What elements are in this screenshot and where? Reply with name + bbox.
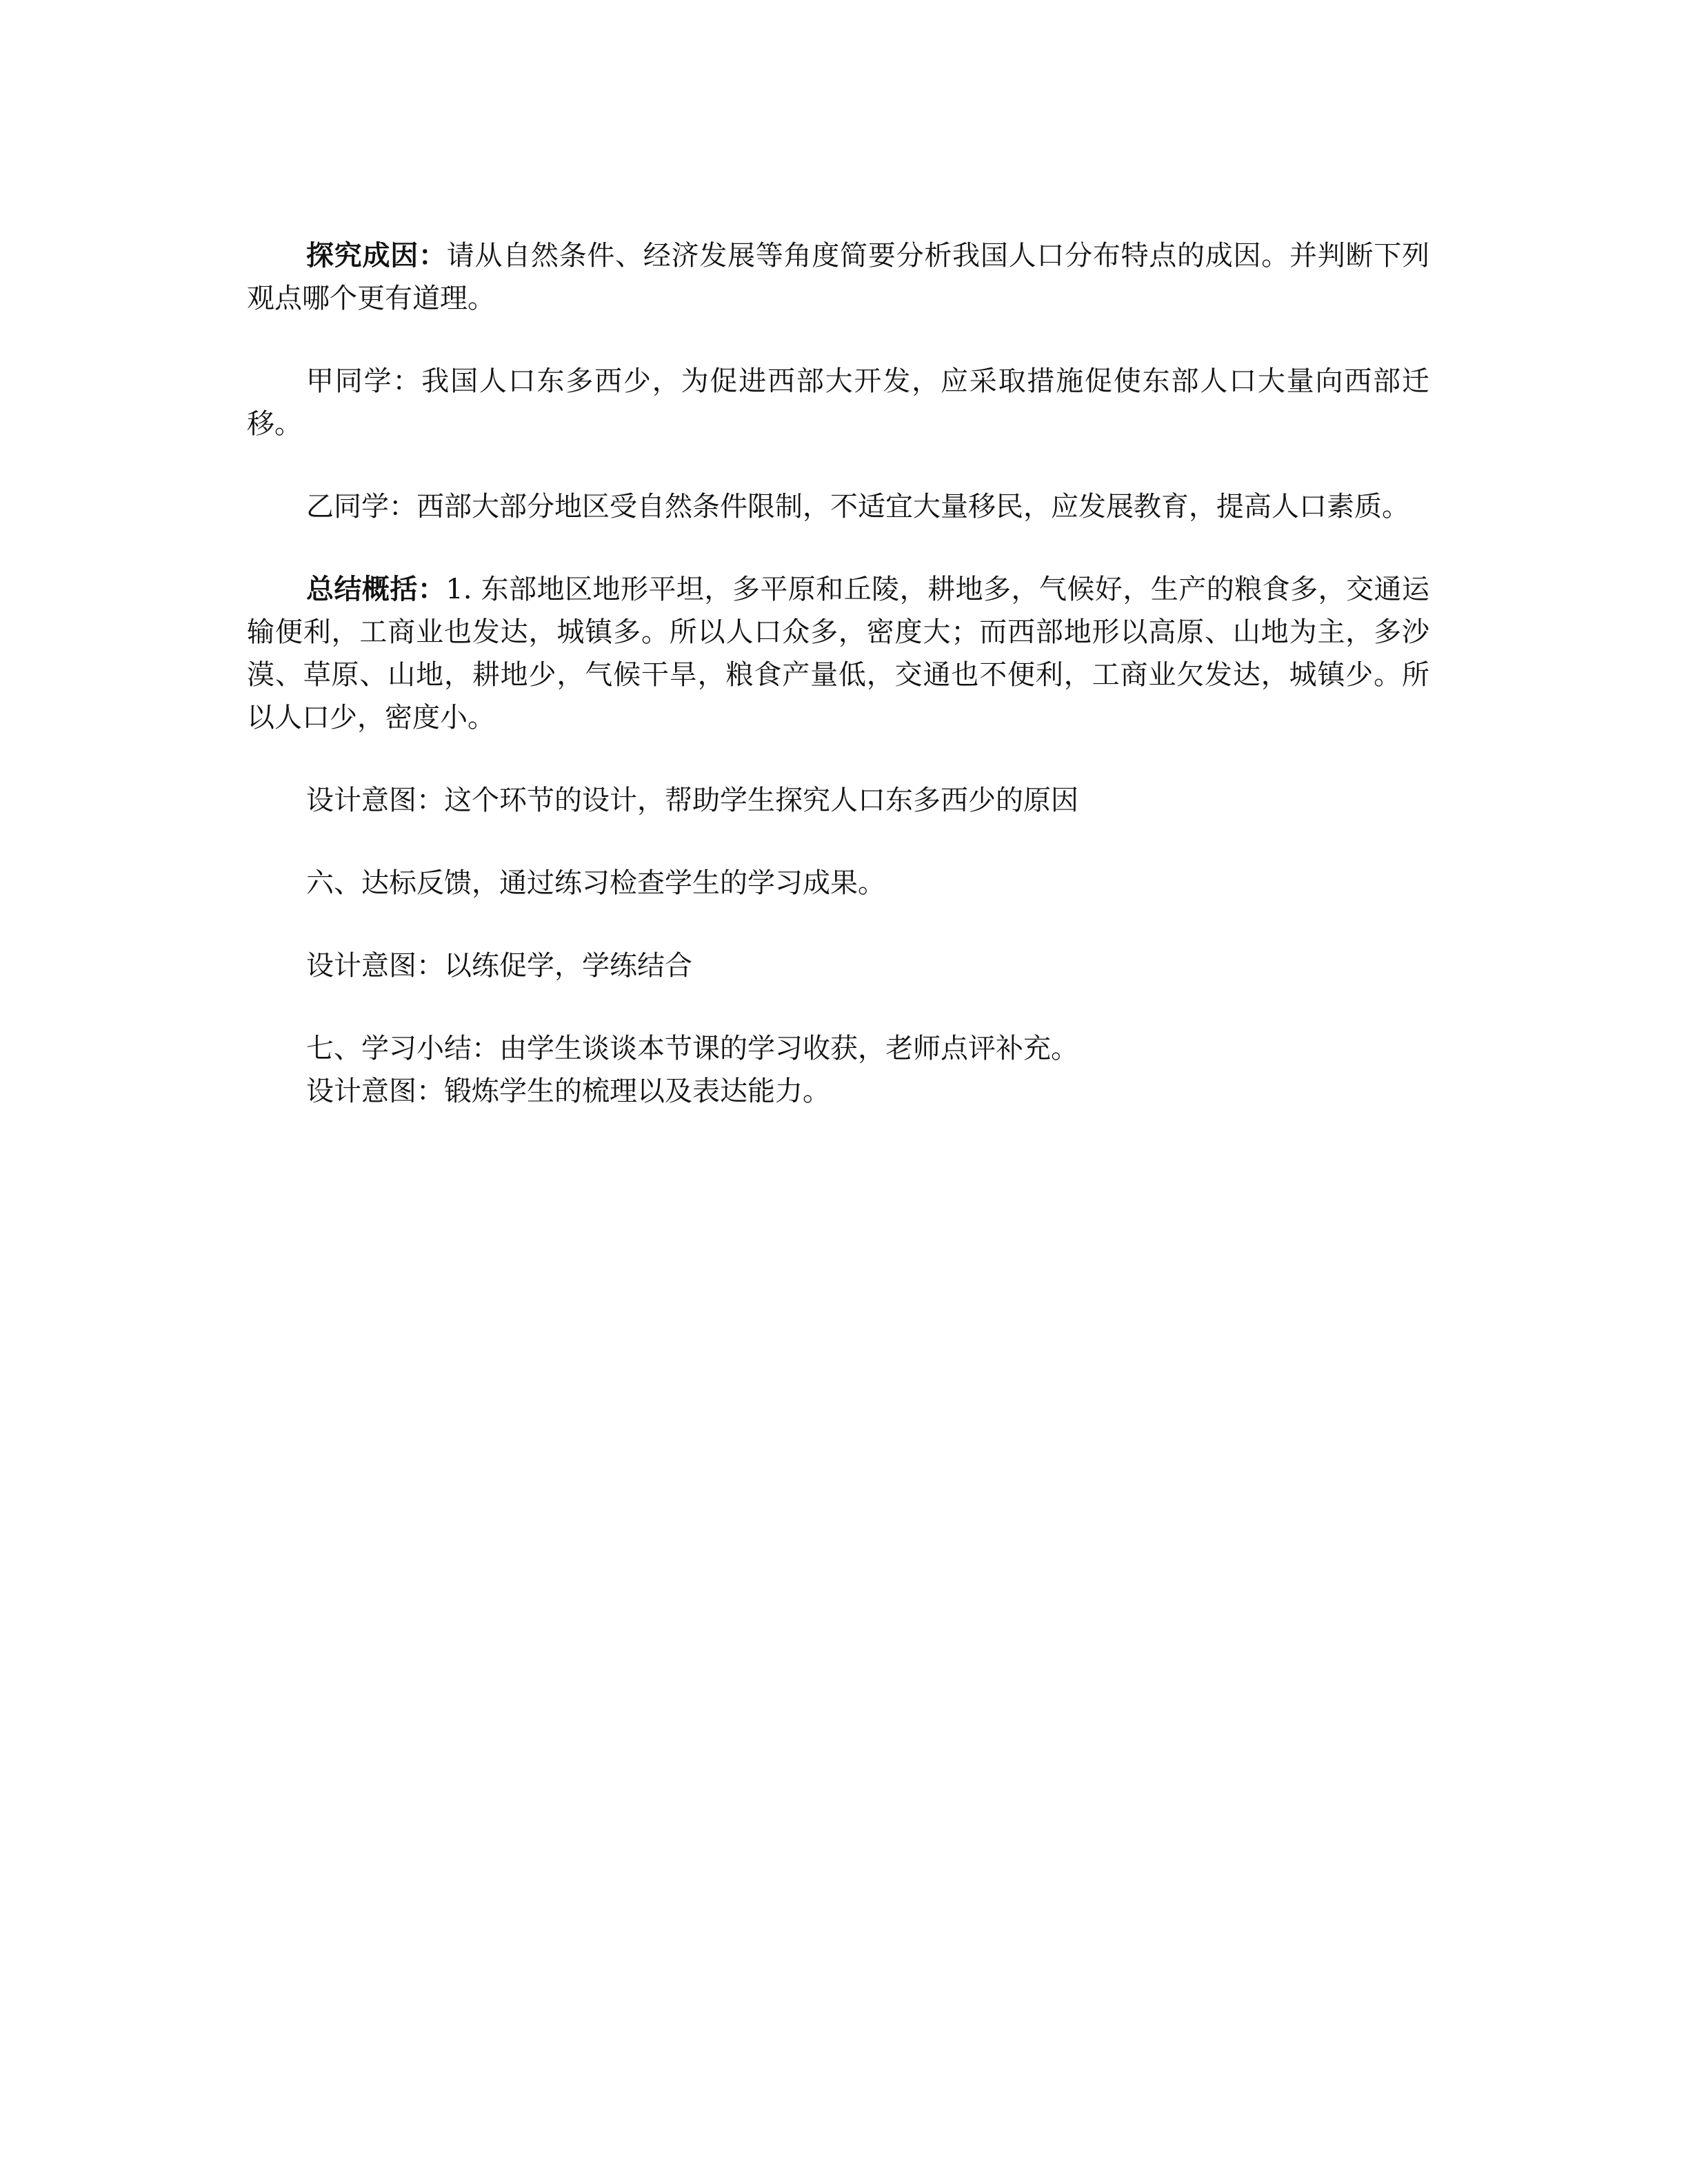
paragraph-design-intent-3 [247,1070,1429,1113]
paragraph-text: 设计意图：这个环节的设计，帮助学生探究人口东多西少的原因 [306,785,1078,816]
paragraph-student-b [247,485,1429,528]
paragraph-design-intent-1 [247,779,1429,822]
paragraph-lead-summary: 总结概括： [306,573,446,605]
paragraph-explore-causes [247,234,1429,320]
paragraph-student-a [247,360,1429,445]
paragraph-text: 设计意图：以练促学，学练结合 [306,950,692,982]
paragraph-design-intent-2 [247,944,1429,987]
paragraph-text: 乙同学：西部大部分地区受自然条件限制，不适宜大量移民，应发展教育，提高人口素质。 [306,491,1409,523]
paragraph-summary [247,568,1429,739]
paragraph-section-six [247,862,1429,904]
document-page [247,234,1429,1153]
paragraph-text: 甲同学：我国人口东多西少，为促进西部大开发，应采取措施促使东部人口大量向西部迁移。 [247,365,1429,440]
paragraph-text: 1. 东部地区地形平坦，多平原和丘陵，耕地多，气候好，生产的粮食多，交通运输便利，工商业也发达，城镇多。所以人口众多，密度大；而西部地形以高原、山地为主，多沙漠、草原、山地，耕地少，气候干旱，粮食产量低，交通也不便利，工商业欠发达，城镇少。所以人口少，密度小。 [247,574,1429,734]
paragraph-text: 六、达标反馈，通过练习检查学生的学习成果。 [306,867,885,899]
paragraph-text: 请从自然条件、经济发展等角度简要分析我国人口分布特点的成因。并判断下列观点哪个更有道理。 [247,240,1429,314]
paragraph-text: 设计意图：锻炼学生的梳理以及表达能力。 [306,1075,830,1107]
paragraph-text: 七、学习小结：由学生谈谈本节课的学习收获，老师点评补充。 [306,1033,1078,1064]
paragraph-lead-explore: 探究成因： [306,239,447,272]
paragraph-section-seven [247,1027,1429,1070]
